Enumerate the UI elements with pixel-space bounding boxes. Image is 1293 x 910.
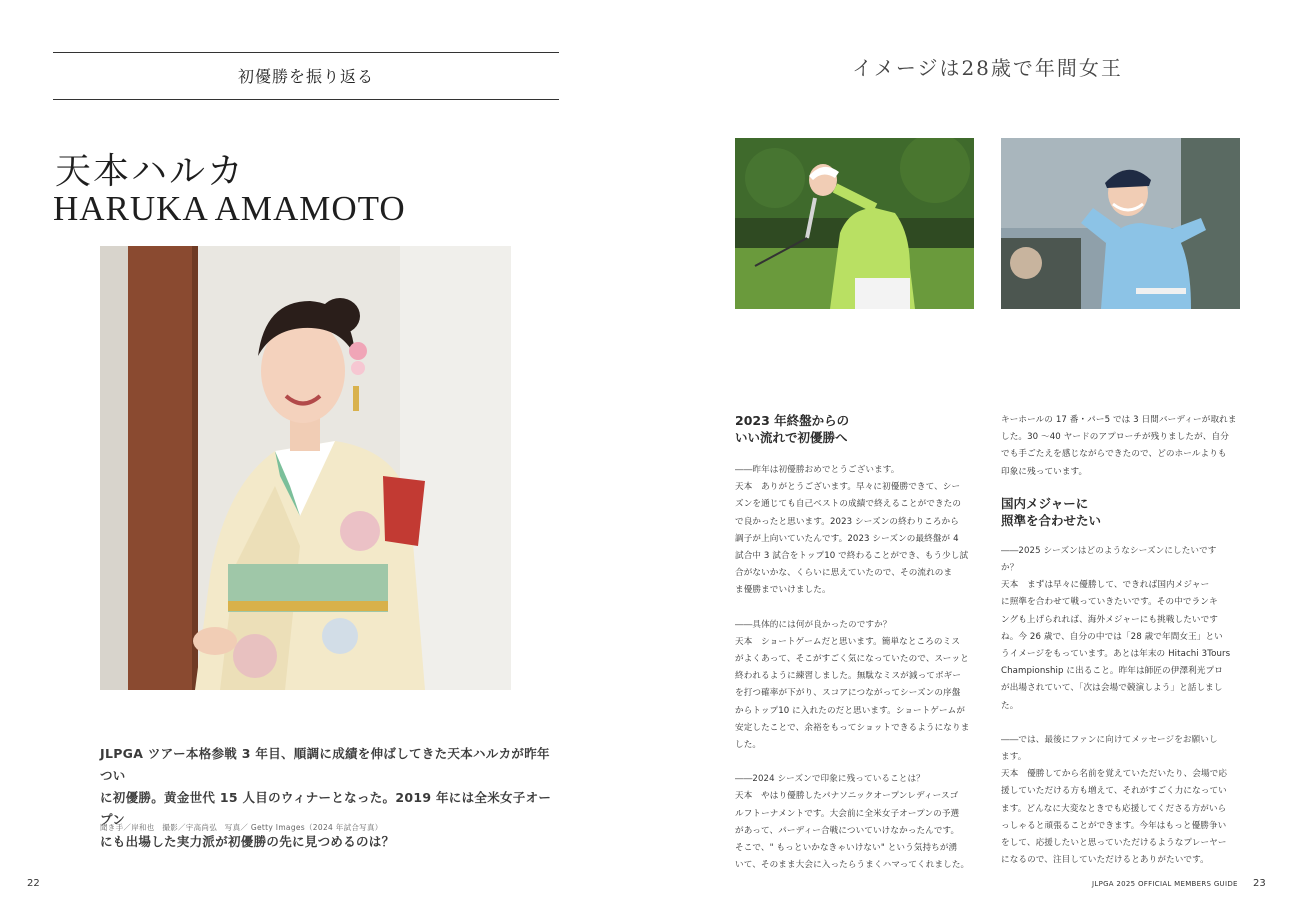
body-line: Championship に出ること。昨年は師匠の伊澤利光プロ (1001, 666, 1223, 677)
body-line: キーホールの 17 番・パー5 では 3 日間バーディーが取れま (1001, 415, 1237, 425)
body-line: ングも上げられれば、海外メジャーにも挑戦したいです (1001, 614, 1219, 625)
subheading-line: 2023 年終盤からの (735, 413, 850, 428)
footer-guide-title: JLPGA 2025 OFFICIAL MEMBERS GUIDE (1092, 880, 1238, 888)
body-line: 天本 まずは早々に優勝して、できれば国内メジャー (1001, 580, 1210, 591)
body-line: 合がないかな、くらいに思えていたので、その流れのま (735, 568, 953, 579)
body-line: た。 (1001, 700, 1019, 711)
subheading-line: いい流れで初優勝へ (735, 430, 848, 445)
body-line: になるので、注目していただけるとありがたいです。 (1001, 855, 1209, 866)
body-line: 天本 やはり優勝したパナソニックオープンレディースゴ (735, 791, 959, 802)
golf-swing-photo (735, 138, 974, 309)
portrait-photo (100, 246, 511, 690)
body-line: が出場されていて、「次は会場で競演しよう」と話しまし (1001, 683, 1223, 694)
header-rule-bottom (53, 99, 559, 100)
body-line: 調子が上向いていたんです。2023 シーズンの最終盤が 4 (735, 533, 959, 544)
body-line: ます。 (1001, 752, 1027, 763)
header-rule-top (53, 52, 559, 53)
body-line: 天本 ありがとうございます。早々に初優勝できて、シー (735, 482, 961, 493)
body-line: を打つ確率が下がり、スコアにつながってシーズンの序盤 (735, 688, 961, 699)
body-line: ま優勝までいけました。 (735, 585, 831, 596)
player-name-japanese: 天本ハルカ (55, 151, 246, 192)
body-line: でも手ごたえを感じながらできたので、どのホールよりも (1001, 449, 1227, 460)
lead-line: に初優勝。黄金世代 15 人目のウィナーとなった。2019 年には全米女子オープン (100, 790, 552, 827)
body-line: に照準を合わせて戦っていきたいです。その中でランキ (1001, 597, 1218, 608)
lead-line: JLPGA ツアー本格参戦 3 年目、順調に成績を伸ばしてきた天本ハルカが昨年つい (100, 746, 550, 783)
page-number-left: 22 (27, 878, 40, 889)
body-line: うイメージをもっています。あとは年末の Hitachi 3Tours (1001, 649, 1231, 660)
body-line: がよくあって、そこがすごく気になっていたので、スーッと (735, 654, 969, 665)
body-line: ――2025 シーズンはどのようなシーズンにしたいです (1001, 545, 1217, 556)
body-line: 天本 ショートゲームだと思います。簡単なところのミス (735, 636, 961, 647)
player-name-english: HARUKA AMAMOTO (53, 189, 406, 228)
body-line: ズンを通じても自己ベストの成績で終えることができたの (735, 499, 962, 510)
interview-title: イメージは28歳で年間女王 (852, 56, 1123, 80)
subheading (735, 412, 975, 446)
body-line: か？ (1001, 563, 1019, 574)
body-line: ――では、最後にファンに向けてメッセージをお願いし (1001, 734, 1218, 745)
interview-column-1 (735, 412, 975, 874)
body-line: そこで、" もっといかなきゃいけない" という気持ちが湧 (735, 843, 958, 854)
body-line: 安定したことで、余裕をもってショットできるようになりま (735, 722, 970, 733)
body-line: ――2024 シーズンで印象に残っていることは？ (735, 774, 925, 785)
body-line: 援していただける方も増えて、それがすごく力になってい (1001, 786, 1227, 797)
body-line: 印象に残っています。 (1001, 466, 1088, 477)
body-line: ね。今 26 歳で、自分の中では「28 歳で年間女王」とい (1001, 631, 1223, 642)
body-line: いて、そのまま大会に入ったらうまくハマってくれました。 (735, 860, 970, 871)
body-line: 試合中 3 試合をトップ10 で終わることができ、もう少し試 (735, 551, 969, 562)
body-line: ルフトーナメントです。大会前に全米女子オープンの予選 (735, 808, 960, 819)
body-line: ――昨年は初優勝おめでとうございます。 (735, 465, 900, 475)
section-title: 初優勝を振り返る (237, 67, 374, 86)
photo-credit: 聞き手／岸和也 撮影／宇高尚弘 写真／ Getty Images（2024 年試合写真） (100, 823, 383, 832)
subheading (1001, 495, 1241, 529)
body-line: 天本 優勝してから名前を覚えていただいたり、会場で応 (1001, 769, 1228, 780)
subheading-line: 国内メジャーに (1001, 495, 1089, 511)
body-line: からトップ10 に入れたのだと思います。ショートゲームが (735, 705, 966, 716)
subheading-line: 照準を合わせたい (1001, 512, 1102, 528)
body-line: 終われるように練習しました。無駄なミスが減ってボギー (735, 671, 962, 682)
lead-line: にも出場した実力派が初優勝の先に見つめるのは？ (100, 834, 395, 849)
interview-column-2 (1001, 412, 1241, 869)
body-line: をして、応援したいと思っていただけるようなプレーヤー (1001, 838, 1227, 849)
body-line: っしゃると頑張ることができます。今年はもっと優勝争い (1001, 820, 1227, 831)
page-number-right: 23 (1253, 878, 1266, 889)
body-line: で良かったと思います。2023 シーズンの終わりころから (735, 516, 959, 527)
lead-paragraph (100, 743, 560, 853)
body-line: した。 (735, 740, 762, 751)
body-line: ます。どんなに大変なときでも応援してくださる方がいら (1001, 803, 1227, 814)
body-line: ――具体的には何が良かったのですか？ (735, 619, 892, 630)
body-line: した。30 ～40 ヤードのアプローチが残りましたが、自分 (1001, 432, 1229, 443)
golf-pointing-photo (1001, 138, 1240, 309)
body-line: があって、パーディー合戦についていけなかったんです。 (735, 825, 960, 836)
